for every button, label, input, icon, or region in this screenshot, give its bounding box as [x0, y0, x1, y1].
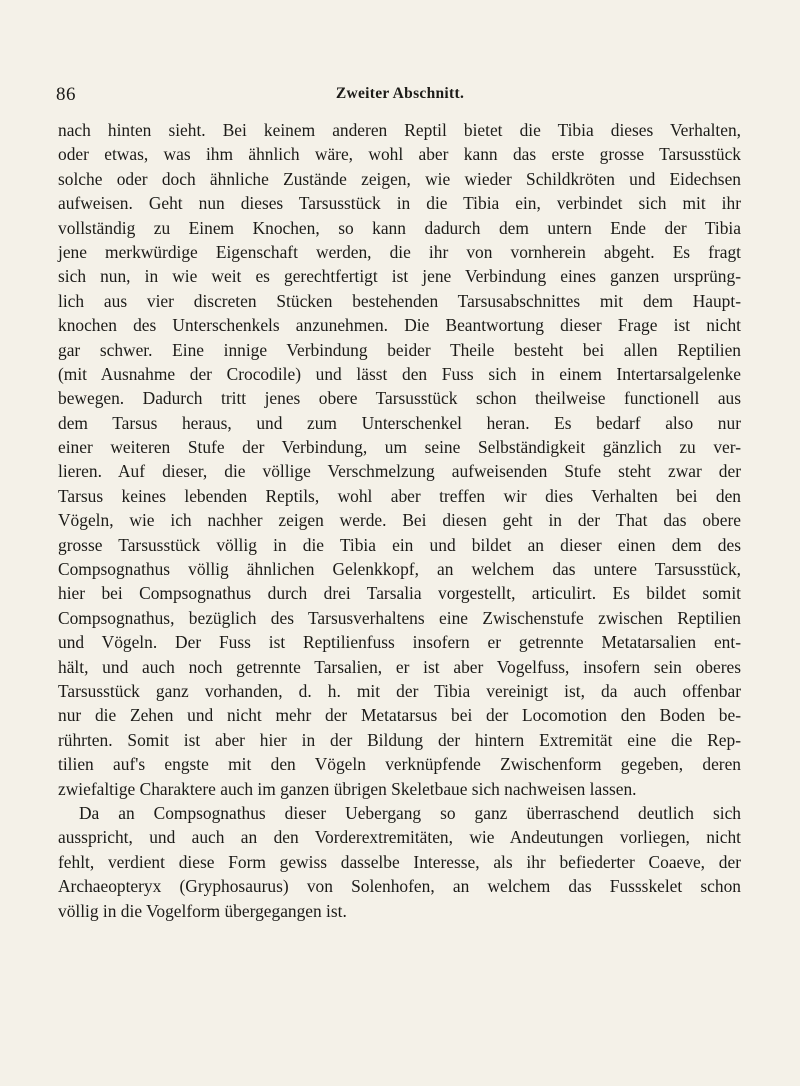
text-line: hier bei Compsognathus durch drei Tarsalia vorgestellt, articulirt. Es bildet somit — [58, 583, 741, 604]
text-line: bewegen. Dadurch tritt jenes obere Tarsusstück schon theilweise functionell aus — [58, 388, 741, 409]
text-line: Tarsusstück ganz vorhanden, d. h. mit der Tibia vereinigt ist, da auch offenbar — [58, 680, 741, 701]
running-head: Zweiter Abschnitt. — [335, 85, 465, 102]
text-line: ausspricht, und auch an den Vorderextremitäten, wie Andeutungen vorliegen, nicht — [58, 827, 741, 848]
text-line: nach hinten sieht. Bei keinem anderen Reptil bietet die Tibia dieses Verhalten, — [58, 120, 741, 140]
text-line: vollständig zu Einem Knochen, so kann dadurch dem untern Ende der Tibia — [58, 217, 741, 238]
text-line: lieren. Auf dieser, die völlige Verschmelzung aufweisenden Stufe steht zwar der — [58, 461, 741, 482]
text-line: Tarsus keines lebenden Reptils, wohl aber treffen wir dies Verhalten bei den — [58, 485, 741, 506]
body-text — [58, 118, 741, 923]
text-line: Compsognathus, bezüglich des Tarsusverhaltens eine Zwischenstufe zwischen Reptilien — [58, 607, 741, 628]
text-line: dem Tarsus heraus, und zum Unterschenkel heran. Es bedarf also nur — [58, 412, 741, 433]
text-line: oder etwas, was ihm ähnlich wäre, wohl aber kann das erste grosse Tarsusstück — [58, 144, 741, 165]
text-line: tilien auf's engste mit den Vögeln verknüpfende Zwischenform gegeben, deren — [58, 754, 741, 775]
text-line: jene merkwürdige Eigenschaft werden, die ihr von vornherein abgeht. Es fragt — [58, 241, 741, 262]
text-line: rührten. Somit ist aber hier in der Bildung der hintern Extremität eine die Rep- — [58, 729, 741, 750]
text-line: aufweisen. Geht nun dieses Tarsusstück in die Tibia ein, verbindet sich mit ihr — [58, 193, 741, 214]
text-line: gar schwer. Eine innige Verbindung beider Theile besteht bei allen Reptilien — [58, 339, 741, 360]
text-line: sich nun, in wie weit es gerechtfertigt ist jene Verbindung eines ganzen ursprüng- — [58, 266, 741, 287]
text-line: Compsognathus völlig ähnlichen Gelenkkopf, an welchem das untere Tarsusstück, — [58, 559, 741, 580]
text-line: grosse Tarsusstück völlig in die Tibia ein und bildet an dieser einen dem des — [58, 534, 741, 555]
page-header — [56, 84, 744, 110]
text-line: und Vögeln. Der Fuss ist Reptilienfuss insofern er getrennte Metatarsalien ent- — [58, 632, 741, 653]
text-line: nur die Zehen und nicht mehr der Metatarsus bei der Locomotion den Boden be- — [58, 705, 741, 726]
text-line: zwiefaltige Charaktere auch im ganzen übrigen Skeletbaue sich nachweisen lassen. — [58, 778, 637, 799]
page-number: 86 — [56, 84, 76, 105]
text-line: solche oder doch ähnliche Zustände zeigen, wie wieder Schildkröten und Eidechsen — [58, 168, 741, 189]
text-line: knochen des Unterschenkels anzunehmen. Die Beantwortung dieser Frage ist nicht — [58, 315, 741, 336]
text-line: einer weiteren Stufe der Verbindung, um seine Selbständigkeit gänzlich zu ver- — [58, 437, 741, 458]
text-line: Vögeln, wie ich nachher zeigen werde. Bei diesen geht in der That das obere — [58, 510, 741, 531]
text-line: (mit Ausnahme der Crocodile) und lässt den Fuss sich in einem Intertarsalgelenke — [58, 363, 741, 384]
paragraph-last-line: völlig in die Vogelform übergegangen ist. — [58, 900, 347, 921]
text-line: lich aus vier discreten Stücken bestehenden Tarsusabschnittes mit dem Haupt- — [58, 290, 741, 311]
paragraph-first-line: Da an Compsognathus dieser Uebergang so ganz überraschend deutlich sich — [79, 802, 741, 823]
text-line: Archaeopteryx (Gryphosaurus) von Solenhofen, an welchem das Fussskelet schon — [58, 876, 741, 897]
text-line: fehlt, verdient diese Form gewiss dasselbe Interesse, als ihr befiederter Coaeve, der — [58, 851, 741, 872]
text-line: hält, und auch noch getrennte Tarsalien, er ist aber Vogelfuss, insofern sein oberes — [58, 656, 741, 677]
